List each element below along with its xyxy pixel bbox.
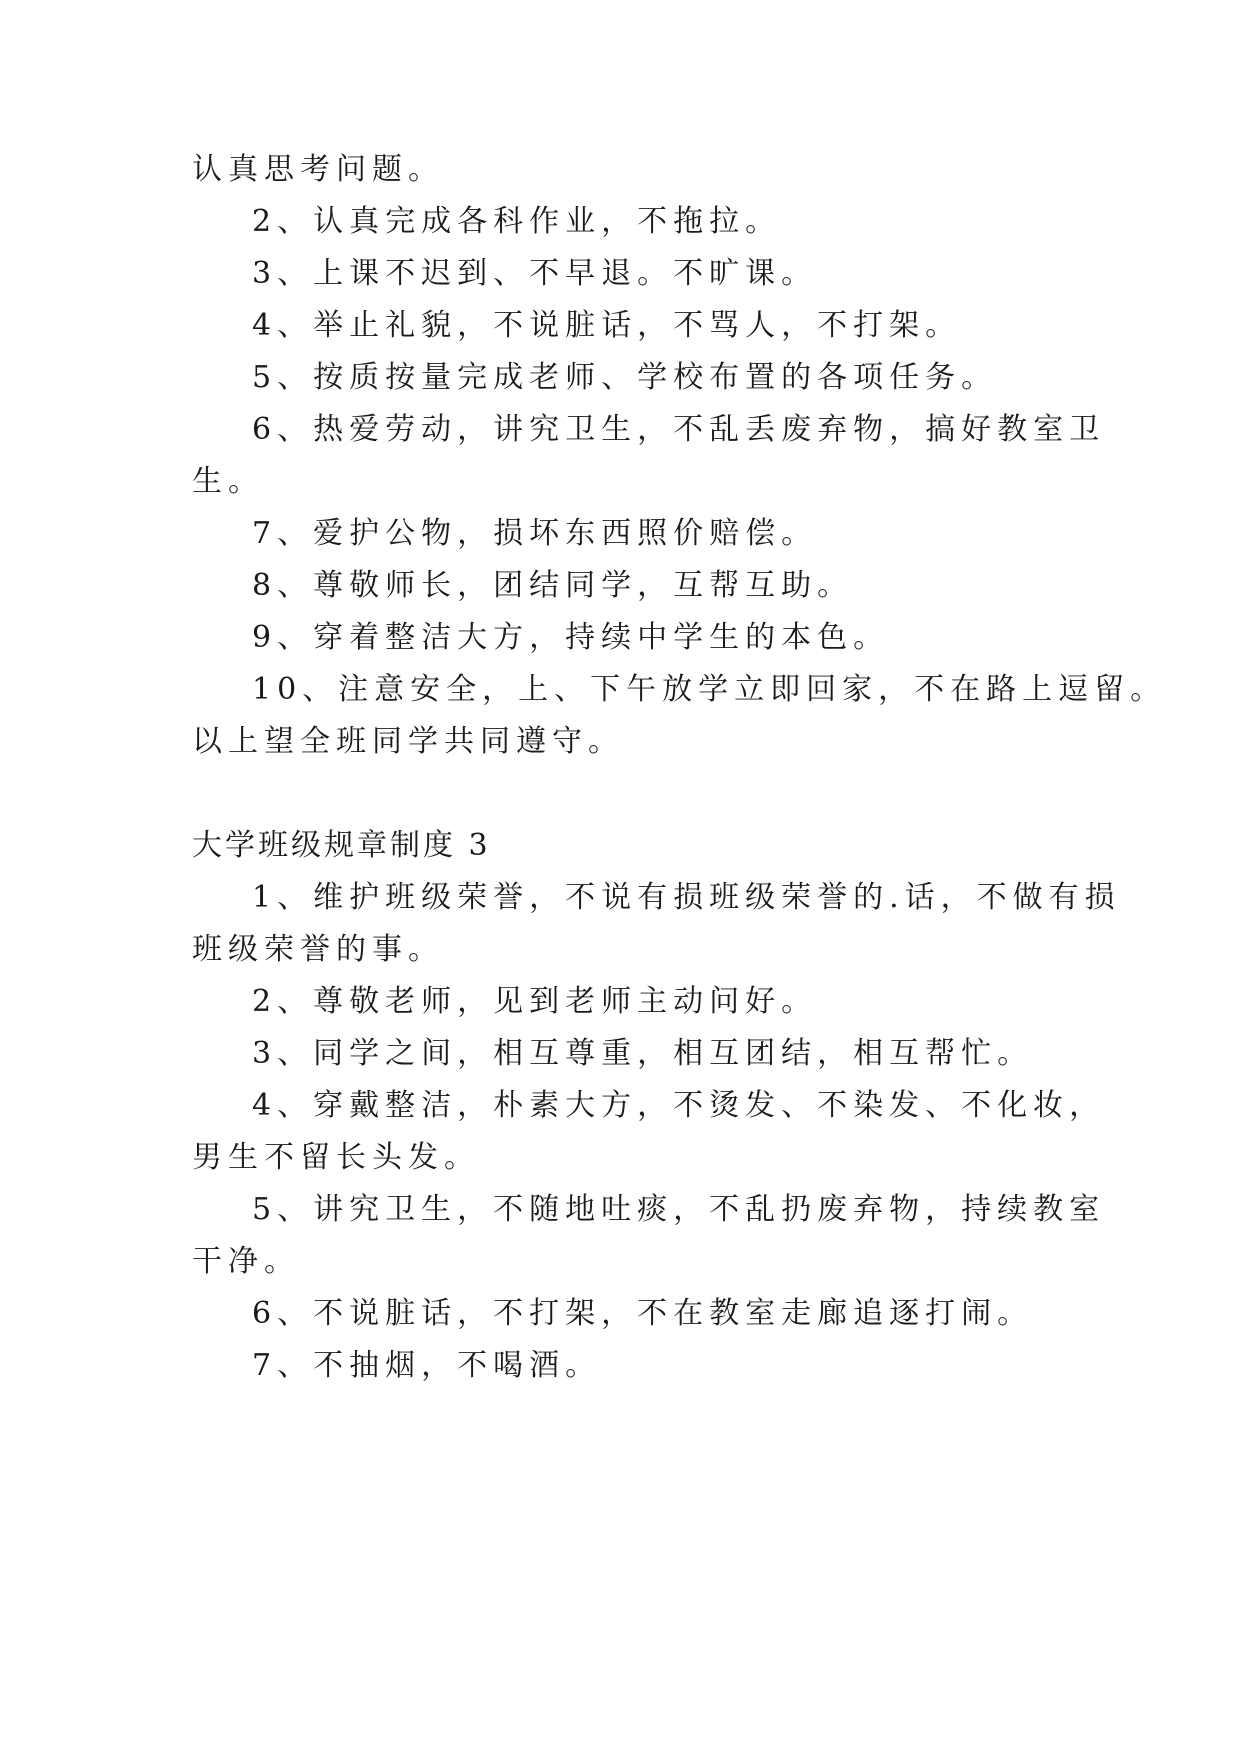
rule-item-6-continued: 生。 [192, 464, 264, 499]
rule-item-5-continued: 干净。 [192, 1244, 300, 1279]
rule-item-2: 2、认真完成各科作业，不拖拉。 [252, 204, 782, 239]
rule-item-6: 6、热爱劳动，讲究卫生，不乱丢废弃物，搞好教室卫 [252, 412, 1106, 447]
rule-item-4: 4、举止礼貌，不说脏话，不骂人，不打架。 [252, 308, 962, 343]
rule-item-4: 4、穿戴整洁，朴素大方，不烫发、不染发、不化妆， [252, 1088, 1106, 1123]
rule-item-7: 7、不抽烟，不喝酒。 [252, 1348, 602, 1383]
rule-item-9: 9、穿着整洁大方，持续中学生的本色。 [252, 620, 890, 655]
rule-item-5: 5、讲究卫生，不随地吐痰，不乱扔废弃物，持续教室 [252, 1192, 1106, 1227]
text-line: 认真思考问题。 [192, 152, 444, 187]
closing-note: 以上望全班同学共同遵守。 [192, 724, 624, 759]
section-heading: 大学班级规章制度 3 [192, 828, 491, 863]
rule-item-2: 2、尊敬老师，见到老师主动问好。 [252, 984, 818, 1019]
rule-item-3: 3、同学之间，相互尊重，相互团结，相互帮忙。 [252, 1036, 1034, 1071]
rule-item-8: 8、尊敬师长，团结同学，互帮互助。 [252, 568, 854, 603]
rule-item-5: 5、按质按量完成老师、学校布置的各项任务。 [252, 360, 998, 395]
rule-item-1: 1、维护班级荣誉，不说有损班级荣誉的.话，不做有损 [252, 880, 1121, 915]
rule-item-6: 6、不说脏话，不打架，不在教室走廊追逐打闹。 [252, 1296, 1034, 1331]
rule-item-4-continued: 男生不留长头发。 [192, 1140, 480, 1175]
rule-item-1-continued: 班级荣誉的事。 [192, 932, 444, 967]
rule-item-3: 3、上课不迟到、不早退。不旷课。 [252, 256, 818, 291]
rule-item-10: 10、注意安全，上、下午放学立即回家，不在路上逗留。 [252, 672, 1167, 707]
rule-item-7: 7、爱护公物，损坏东西照价赔偿。 [252, 516, 818, 551]
